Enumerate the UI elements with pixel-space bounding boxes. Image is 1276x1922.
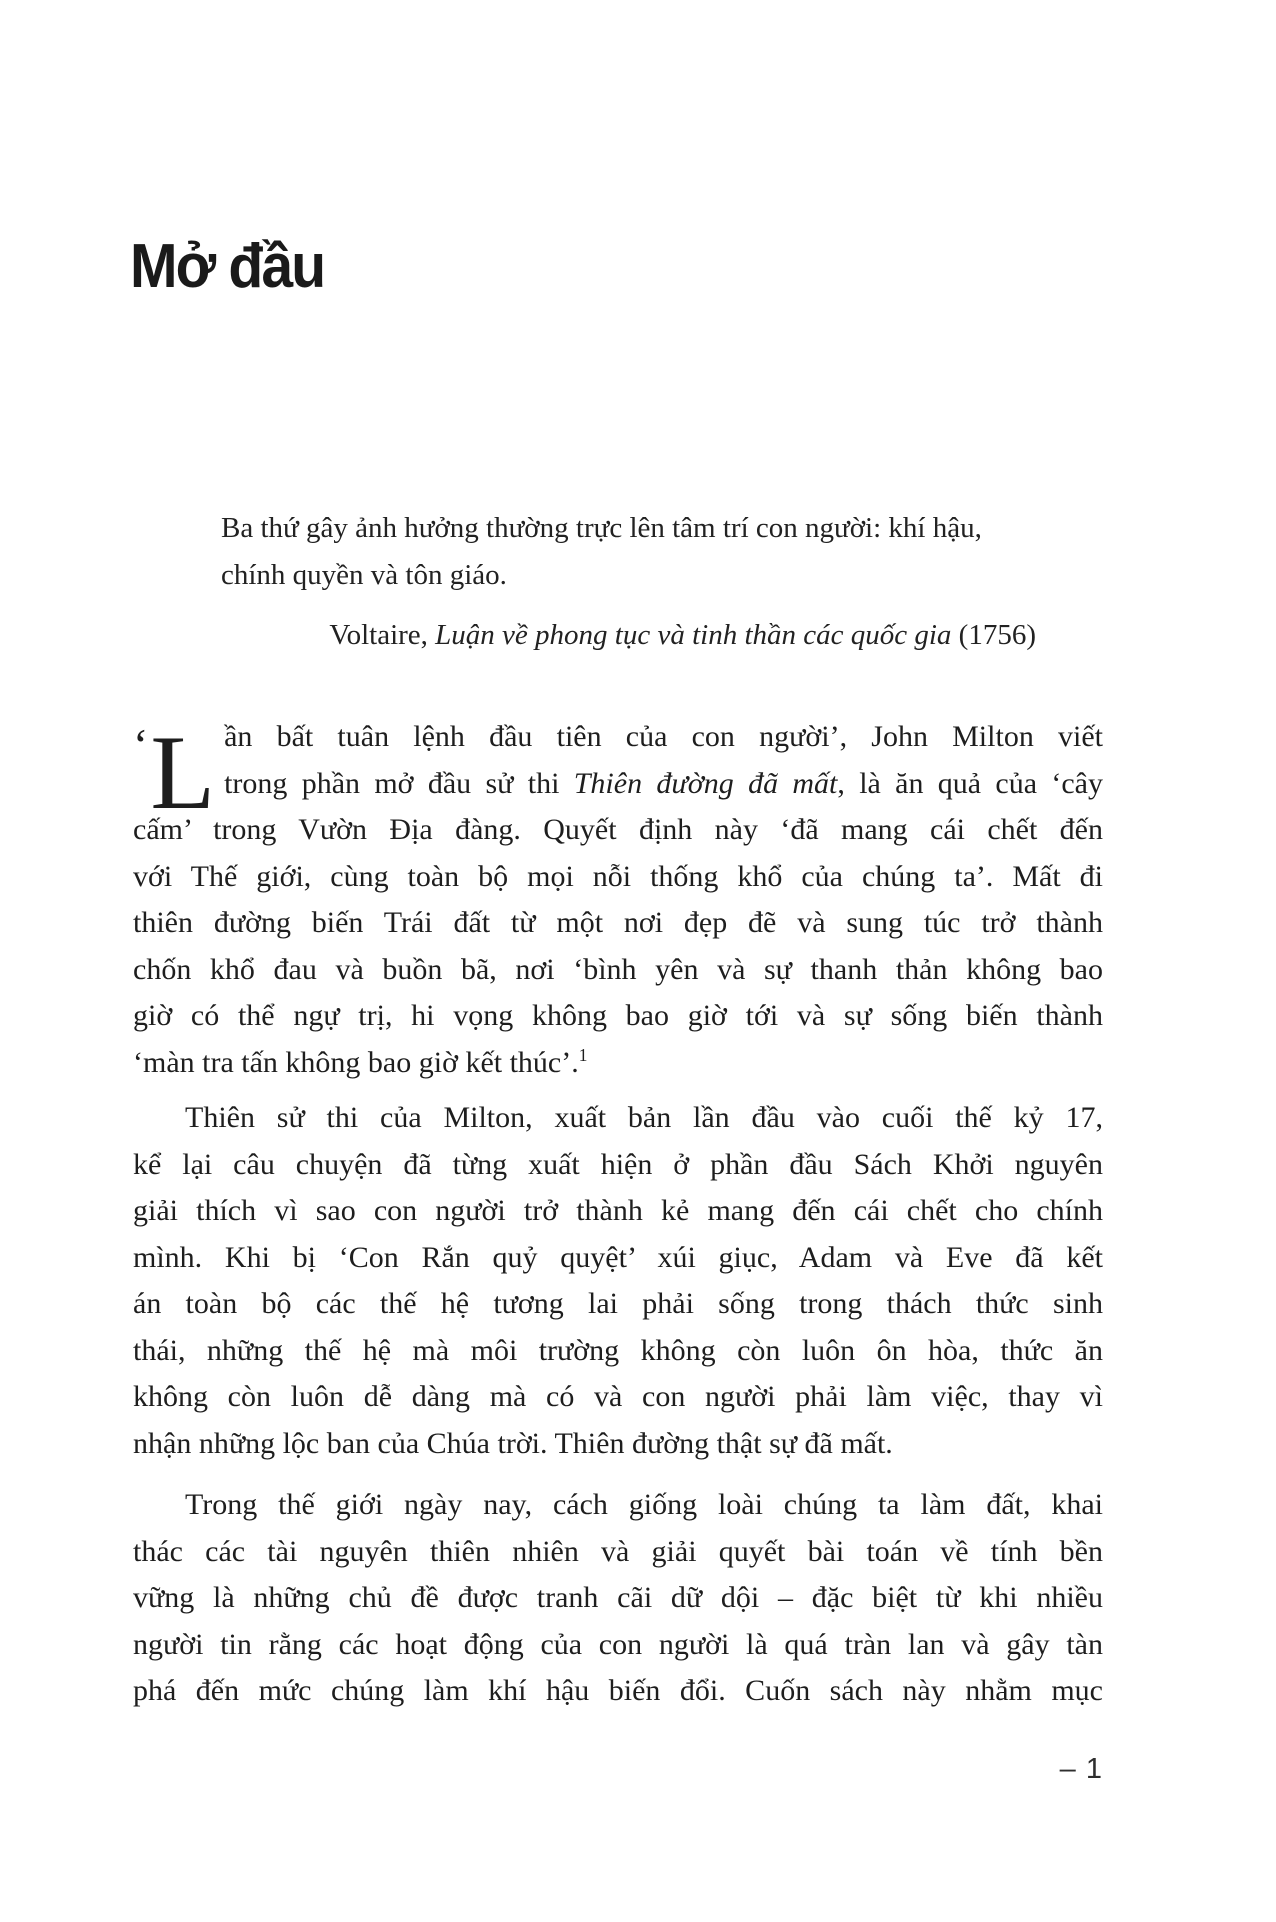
text-line (133, 993, 1103, 1040)
attribution-author: Voltaire, (329, 619, 436, 651)
text-run: ‘màn tra tấn không bao giờ kết thúc’. (133, 1045, 579, 1079)
footnote-marker: 1 (578, 1044, 588, 1065)
epigraph (221, 505, 1036, 659)
text-line (133, 1142, 1103, 1189)
drop-cap-letter: L (150, 714, 216, 831)
text-run: phá đến mức chúng làm khí hậu biến đổi. Cuốn sách này nhằm mục (133, 1674, 1103, 1707)
text-run: nhận những lộc ban của Chúa trời. Thiên đường thật sự đã mất. (133, 1426, 893, 1460)
text-run: Thiên sử thi của Milton, xuất bản lần đầu vào cuối thế kỷ 17, (185, 1101, 1103, 1134)
text-line (133, 1668, 1103, 1715)
chapter-title: Mở đầu (130, 231, 325, 301)
text-line (133, 900, 1103, 947)
paragraph (133, 714, 1103, 1086)
text-line (133, 1482, 1103, 1529)
text-run: trong phần mở đầu sử thi (224, 766, 574, 800)
text-line (133, 1188, 1103, 1235)
attribution-work-title: Luận về phong tục và tinh thần các quốc gia (435, 619, 952, 651)
text-line (133, 807, 1103, 854)
text-line (133, 1328, 1103, 1375)
text-run: mình. Khi bị ‘Con Rắn quỷ quyệt’ xúi giục, Adam và Eve đã kết (133, 1240, 1103, 1274)
text-run: không còn luôn dễ dàng mà có và con người phải làm việc, thay vì (133, 1380, 1103, 1413)
text-run: , là ăn quả của ‘cây (837, 766, 1103, 800)
text-run: vững là những chủ đề được tranh cãi dữ dội – đặc biệt từ khi nhiều (133, 1581, 1103, 1614)
text-line (133, 1281, 1103, 1328)
attribution-year: (1756) (951, 619, 1036, 651)
text-line (133, 1095, 1103, 1142)
text-line (133, 1622, 1103, 1669)
text-run: thác các tài nguyên thiên nhiên và giải quyết bài toán về tính bền (133, 1534, 1103, 1568)
text-line (133, 1235, 1103, 1282)
text-run: giải thích vì sao con người trở thành kẻ mang đến cái chết cho chính (133, 1194, 1103, 1227)
drop-cap (133, 714, 216, 831)
text-run: thiên đường biến Trái đất từ một nơi đẹp đẽ và sung túc trở thành (133, 906, 1103, 939)
page-number: – 1 (1059, 1753, 1103, 1785)
text-line (133, 1529, 1103, 1576)
text-run: ần bất tuân lệnh đầu tiên của con người’, John Milton viết (224, 720, 1103, 753)
epigraph-line: Ba thứ gây ảnh hưởng thường trực lên tâm trí con người: khí hậu, (221, 512, 982, 544)
text-line (133, 1374, 1103, 1421)
text-run: thái, những thế hệ mà môi trường không còn luôn ôn hòa, thức ăn (133, 1333, 1103, 1367)
text-line (133, 1040, 1103, 1087)
text-run: giờ có thể ngự trị, hi vọng không bao giờ tới và sự sống biến thành (133, 999, 1103, 1032)
body-text (133, 714, 1103, 1715)
text-run: người tin rằng các hoạt động của con người là quá tràn lan và gây tàn (133, 1627, 1103, 1661)
text-run: kể lại câu chuyện đã từng xuất hiện ở phần đầu Sách Khởi nguyên (133, 1147, 1103, 1181)
paragraph (133, 1095, 1103, 1467)
text-line (133, 1575, 1103, 1622)
text-run: cấm’ trong Vườn Địa đàng. Quyết định này ‘đã mang cái chết đến (133, 813, 1103, 846)
text-run: Thiên đường đã mất (573, 766, 838, 800)
text-line (133, 947, 1103, 994)
text-line (133, 854, 1103, 901)
text-run: Trong thế giới ngày nay, cách giống loài chúng ta làm đất, khai (185, 1488, 1103, 1521)
text-line (133, 761, 1103, 808)
paragraph (133, 1482, 1103, 1715)
text-run: chốn khổ đau và buồn bã, nơi ‘bình yên và sự thanh thản không bao (133, 952, 1103, 986)
text-line (133, 1421, 1103, 1468)
text-run: với Thế giới, cùng toàn bộ mọi nỗi thống khổ của chúng ta’. Mất đi (133, 859, 1103, 893)
epigraph-attribution (221, 612, 1036, 659)
epigraph-line: chính quyền và tôn giáo. (221, 559, 507, 591)
text-run: án toàn bộ các thế hệ tương lai phải sống trong thách thức sinh (133, 1287, 1103, 1320)
opening-quote-mark: ‘ (133, 719, 149, 770)
